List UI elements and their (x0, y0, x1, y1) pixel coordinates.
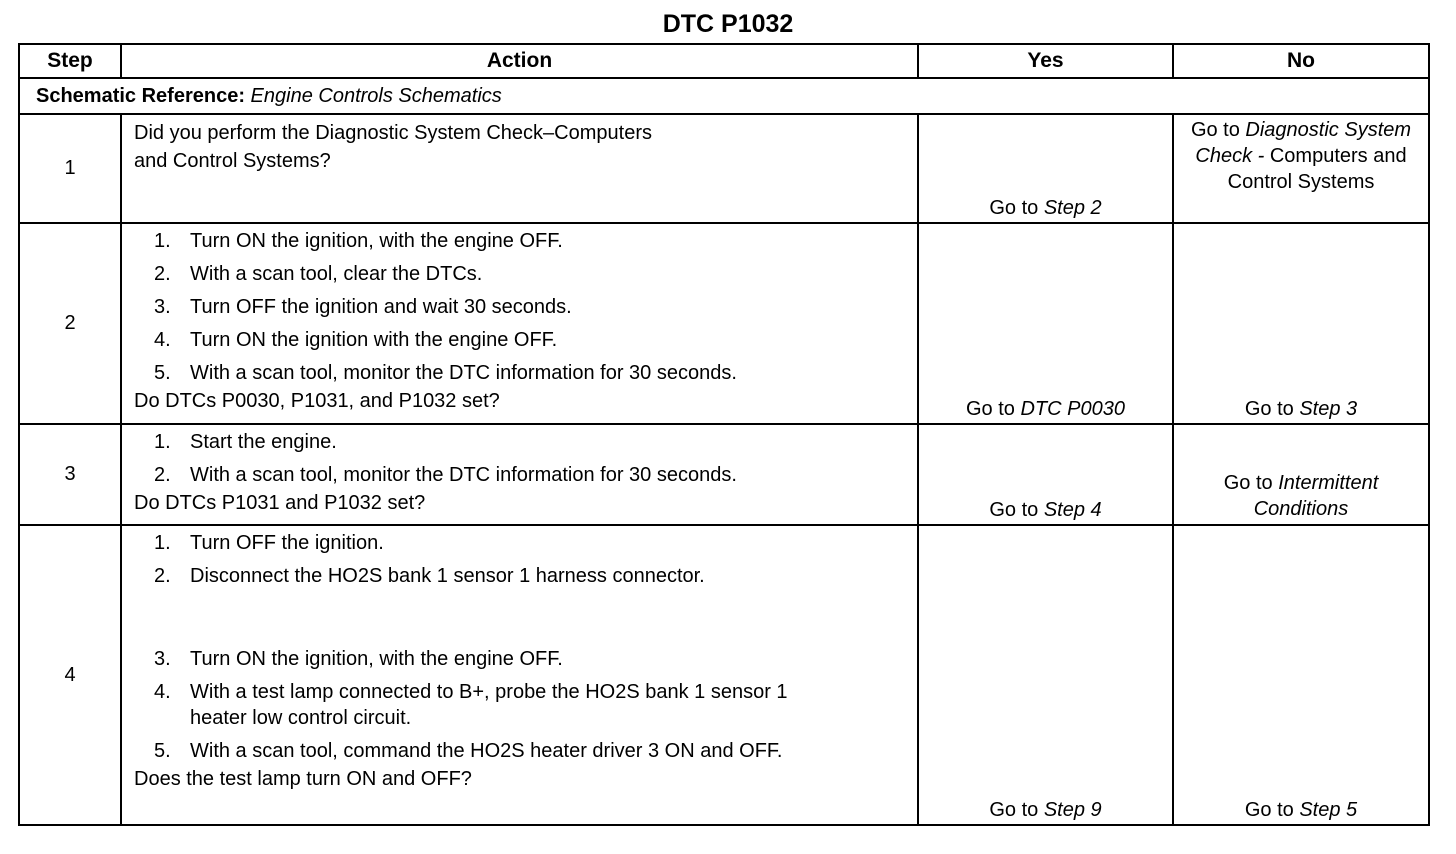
item-text: With a scan tool, monitor the DTC information for 30 seconds. (190, 362, 737, 384)
goto-target: Step 3 (1299, 398, 1358, 420)
list-item (134, 261, 909, 287)
step-number: 2 (19, 223, 121, 424)
item-text: With a scan tool, command the HO2S heater driver 3 ON and OFF. (190, 740, 783, 762)
item-text: Turn OFF the ignition. (190, 532, 384, 554)
item-number: 1. (154, 532, 171, 554)
item-number: 3. (154, 648, 171, 670)
header-row (19, 44, 1429, 78)
header-step: Step (19, 44, 121, 78)
item-number: 1. (154, 431, 171, 453)
goto-target: Step 2 (1043, 197, 1102, 219)
item-text: With a test lamp connected to B+, probe the HO2S bank 1 sensor 1 heater low control circuit. (190, 681, 788, 729)
step-number: 1 (19, 114, 121, 223)
item-number: 1. (154, 230, 171, 252)
list-item (134, 679, 840, 731)
question-text: Do DTCs P0030, P1031, and P1032 set? (134, 390, 500, 412)
goto-prefix: Go to (966, 398, 1015, 420)
goto-target: Diagnostic System Check - (1195, 119, 1412, 167)
list-item (134, 646, 909, 672)
item-text: Turn OFF the ignition and wait 30 seconds. (190, 296, 572, 318)
item-number: 2. (154, 565, 171, 587)
list-item (134, 530, 909, 556)
yes-goto (966, 398, 1125, 420)
page-title: DTC P1032 (662, 10, 794, 38)
list-item (134, 563, 909, 589)
item-number: 3. (154, 296, 171, 318)
goto-suffix: Computers and Control Systems (1227, 145, 1407, 193)
yes-goto (989, 197, 1101, 219)
no-goto (1245, 398, 1357, 420)
goto-target: DTC P0030 (1020, 398, 1125, 420)
item-number: 2. (154, 263, 171, 285)
item-number: 2. (154, 464, 171, 486)
goto-target: Step 5 (1299, 799, 1358, 821)
list-item (134, 429, 909, 455)
goto-prefix: Go to (989, 197, 1039, 219)
yes-cell (918, 223, 1173, 424)
goto-prefix: Go to (1244, 398, 1294, 420)
goto-prefix: Go to (989, 799, 1039, 821)
item-number: 5. (154, 740, 171, 762)
item-text: Turn ON the ignition, with the engine OFF. (190, 648, 563, 670)
item-text: With a scan tool, monitor the DTC information for 30 seconds. (190, 464, 737, 486)
schematic-row (19, 78, 1429, 114)
yes-goto (989, 499, 1101, 521)
list-item (134, 327, 909, 353)
diagnostic-table (18, 43, 1430, 826)
table-row (19, 114, 1429, 223)
schematic-reference (19, 78, 1429, 114)
action-cell (121, 525, 918, 825)
list-item (134, 294, 909, 320)
schematic-value: Engine Controls Schematics (250, 85, 502, 107)
no-cell (1173, 424, 1429, 525)
list-item (134, 228, 909, 254)
goto-prefix: Go to (989, 499, 1039, 521)
yes-cell (918, 424, 1173, 525)
item-number: 5. (154, 362, 171, 384)
goto-prefix: Go to (1223, 472, 1273, 494)
action-cell (121, 223, 918, 424)
list-item (134, 462, 909, 488)
no-goto (1174, 115, 1428, 195)
goto-prefix: Go to (1190, 119, 1240, 141)
header-yes: Yes (918, 44, 1173, 78)
table-row (19, 525, 1429, 825)
item-text: Turn ON the ignition with the engine OFF. (190, 329, 558, 351)
table-row (19, 223, 1429, 424)
item-text: Start the engine. (190, 431, 337, 453)
action-cell (121, 424, 918, 525)
step-number: 4 (19, 525, 121, 825)
yes-cell (918, 525, 1173, 825)
action-text: Did you perform the Diagnostic System Check–Computers (134, 122, 652, 144)
action-cell (121, 114, 918, 223)
item-text: Disconnect the HO2S bank 1 sensor 1 harness connector. (190, 565, 705, 587)
action-list (134, 429, 909, 488)
list-spacer (134, 596, 909, 646)
no-cell (1173, 525, 1429, 825)
question-text: Does the test lamp turn ON and OFF? (134, 768, 472, 790)
goto-target: Step 9 (1043, 799, 1102, 821)
table-row (19, 424, 1429, 525)
action-list (134, 530, 909, 764)
no-cell (1173, 114, 1429, 223)
item-text: Turn ON the ignition, with the engine OFF. (190, 230, 563, 252)
no-cell (1173, 223, 1429, 424)
yes-goto (989, 799, 1101, 821)
no-goto (1245, 799, 1357, 821)
item-number: 4. (154, 329, 171, 351)
no-goto (1196, 468, 1406, 522)
goto-target: Intermittent Conditions (1253, 472, 1379, 520)
goto-prefix: Go to (1244, 799, 1294, 821)
schematic-label: Schematic Reference: (36, 85, 245, 107)
item-text: With a scan tool, clear the DTCs. (190, 263, 483, 285)
item-number: 4. (154, 681, 171, 703)
step-number: 3 (19, 424, 121, 525)
goto-target: Step 4 (1043, 499, 1102, 521)
action-list (134, 228, 909, 386)
list-item (134, 360, 909, 386)
action-text: and Control Systems? (134, 150, 331, 172)
header-action: Action (121, 44, 918, 78)
list-item (134, 738, 840, 764)
header-no: No (1173, 44, 1429, 78)
question-text: Do DTCs P1031 and P1032 set? (134, 492, 426, 514)
yes-cell (918, 114, 1173, 223)
